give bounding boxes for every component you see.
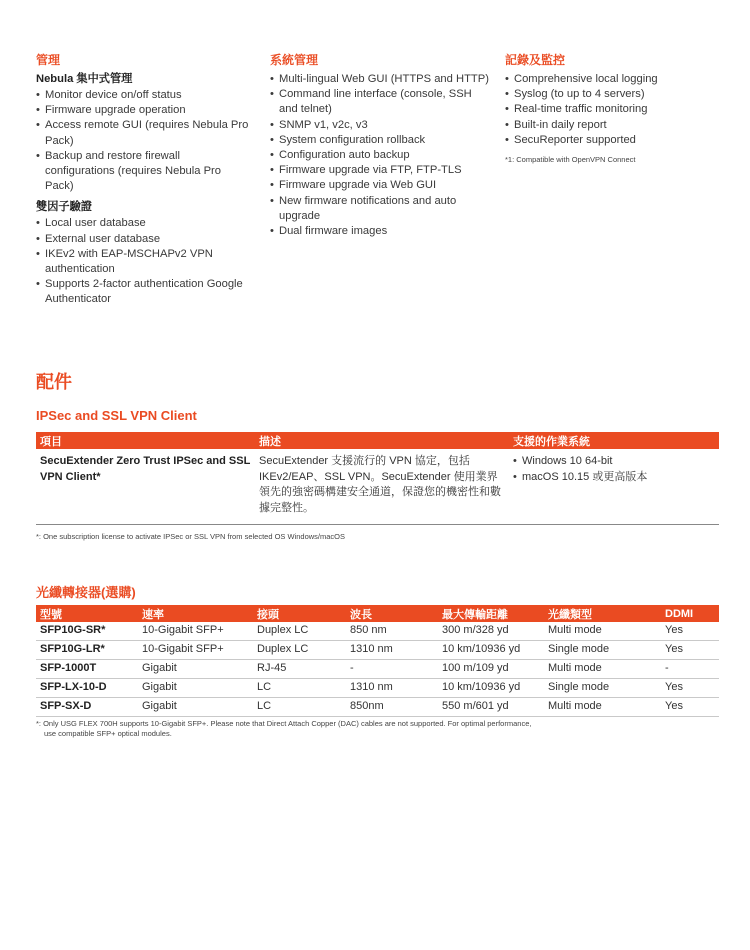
twofa-list [36, 216, 251, 307]
speed-cell: Gigabit [138, 679, 253, 698]
list-item: • Backup and restore firewall configurations (requires Nebula Pro Pack) [36, 149, 251, 195]
table-row [36, 449, 719, 525]
column-header: DDMI [661, 605, 719, 622]
speed-cell: 10-Gigabit SFP+ [138, 641, 253, 660]
fiber-type-cell: Multi mode [544, 622, 661, 641]
vpn-footnote: *: One subscription license to activate IPSec or SSL VPN from selected OS Windows/macOS [36, 532, 346, 541]
list-item: • Built-in daily report [505, 118, 715, 133]
column-header: 支援的作業系統 [509, 432, 719, 449]
ddmi-cell: Yes [661, 698, 719, 717]
system-management-list [270, 72, 490, 239]
list-item: • Dual firmware images [270, 224, 490, 239]
table-header-row [36, 432, 719, 449]
list-item: • SecuReporter supported [505, 133, 715, 148]
list-item: • Access remote GUI (requires Nebula Pro Pack) [36, 118, 251, 148]
fiber-type-cell: Single mode [544, 641, 661, 660]
ddmi-cell: Yes [661, 622, 719, 641]
accessories-heading: 配件 [36, 372, 72, 392]
logging-column [505, 52, 715, 165]
list-item: • Firmware upgrade via Web GUI [270, 178, 490, 193]
nebula-subheading: Nebula 集中式管理 [36, 73, 133, 85]
nebula-list [36, 88, 251, 194]
ddmi-cell: - [661, 660, 719, 679]
system-management-column [270, 52, 490, 239]
list-item: • Command line interface (console, SSH and telnet) [270, 87, 490, 117]
wavelength-cell: 1310 nm [346, 679, 438, 698]
list-item: • Comprehensive local logging [505, 72, 715, 87]
list-item: • IKEv2 with EAP-MSCHAPv2 VPN authentication [36, 247, 251, 277]
speed-cell: 10-Gigabit SFP+ [138, 622, 253, 641]
vpn-client-table [36, 432, 719, 525]
fiber-type-cell: Multi mode [544, 698, 661, 717]
table-row [36, 660, 719, 679]
connector-cell: LC [253, 679, 346, 698]
list-item: • Firmware upgrade operation [36, 103, 251, 118]
list-item: • External user database [36, 232, 251, 247]
column-header: 光纖類型 [544, 605, 661, 622]
list-item: • Configuration auto backup [270, 148, 490, 163]
list-item: • Multi-lingual Web GUI (HTTPS and HTTP) [270, 72, 490, 87]
column-header: 速率 [138, 605, 253, 622]
wavelength-cell: 1310 nm [346, 641, 438, 660]
optics-footnote-line: *: Only USG FLEX 700H supports 10-Gigabit SFP+. Please note that Direct Attach Copper (DAC) cables are not supported. For optimal performance, [36, 719, 532, 728]
column-header: 接頭 [253, 605, 346, 622]
vpn-os-cell [509, 449, 719, 525]
list-item: • System configuration rollback [270, 133, 490, 148]
management-heading: 管理 [36, 53, 61, 67]
distance-cell: 100 m/109 yd [438, 660, 544, 679]
distance-cell: 300 m/328 yd [438, 622, 544, 641]
list-item: • Windows 10 64-bit [513, 454, 715, 470]
connector-cell: Duplex LC [253, 622, 346, 641]
column-header: 波長 [346, 605, 438, 622]
distance-cell: 10 km/10936 yd [438, 679, 544, 698]
management-column [36, 52, 251, 308]
column-header: 項目 [36, 432, 255, 449]
list-item: • SNMP v1, v2c, v3 [270, 118, 490, 133]
list-item: • Local user database [36, 216, 251, 231]
vpn-client-heading: IPSec and SSL VPN Client [36, 408, 197, 423]
model-cell: SFP-SX-D [36, 698, 138, 717]
connector-cell: RJ-45 [253, 660, 346, 679]
model-cell: SFP10G-SR* [36, 622, 138, 641]
table-row [36, 641, 719, 660]
optics-table [36, 605, 719, 717]
table-row [36, 622, 719, 641]
optics-footnote [36, 719, 531, 739]
wavelength-cell: 850nm [346, 698, 438, 717]
list-item: • Supports 2-factor authentication Google Authenticator [36, 277, 251, 307]
vpn-item-cell: SecuExtender Zero Trust IPSec and SSL VPN Client* [36, 449, 255, 525]
optics-heading: 光纖轉接器(選購) [36, 585, 136, 600]
table-header-row [36, 605, 719, 622]
fiber-type-cell: Multi mode [544, 660, 661, 679]
speed-cell: Gigabit [138, 698, 253, 717]
connector-cell: Duplex LC [253, 641, 346, 660]
list-item: • Syslog (to up to 4 servers) [505, 87, 715, 102]
distance-cell: 550 m/601 yd [438, 698, 544, 717]
ddmi-cell: Yes [661, 641, 719, 660]
list-item: • Firmware upgrade via FTP, FTP-TLS [270, 163, 490, 178]
column-header: 最大傳輸距離 [438, 605, 544, 622]
table-row [36, 679, 719, 698]
logging-heading: 記錄及監控 [505, 53, 566, 67]
logging-list [505, 72, 715, 148]
column-header: 型號 [36, 605, 138, 622]
list-item: • New firmware notifications and auto upgrade [270, 194, 490, 224]
table-row [36, 698, 719, 717]
vpn-description-cell: SecuExtender 支援流行的 VPN 協定，包括 IKEv2/EAP、SSL VPN。SecuExtender 使用業界領先的強密碼構建安全通道，保證您的機密性和數據完整性。 [255, 449, 509, 525]
speed-cell: Gigabit [138, 660, 253, 679]
optics-footnote-line: use compatible SFP+ optical modules. [44, 729, 172, 738]
wavelength-cell: 850 nm [346, 622, 438, 641]
fiber-type-cell: Single mode [544, 679, 661, 698]
model-cell: SFP10G-LR* [36, 641, 138, 660]
list-item: • Real-time traffic monitoring [505, 102, 715, 117]
list-item: • macOS 10.15 或更高版本 [513, 470, 715, 486]
twofa-subheading: 雙因子驗證 [36, 201, 92, 214]
wavelength-cell: - [346, 660, 438, 679]
model-cell: SFP-1000T [36, 660, 138, 679]
system-management-heading: 系統管理 [270, 53, 319, 67]
model-cell: SFP-LX-10-D [36, 679, 138, 698]
list-item: • Monitor device on/off status [36, 88, 251, 103]
distance-cell: 10 km/10936 yd [438, 641, 544, 660]
column-header: 描述 [255, 432, 509, 449]
connector-cell: LC [253, 698, 346, 717]
ddmi-cell: Yes [661, 679, 719, 698]
logging-footnote: *1: Compatible with OpenVPN Connect [505, 155, 636, 165]
